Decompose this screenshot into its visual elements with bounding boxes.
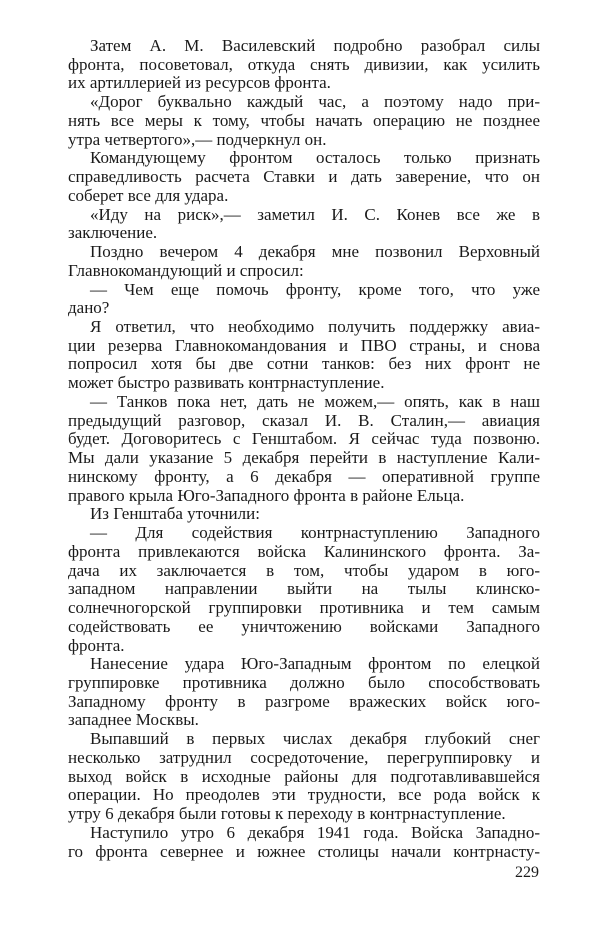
text-line: Нанесение удара Юго-Западным фронтом по елецкой [90,654,540,674]
text-line: — Для содействия контрнаступлению Западного [90,523,540,543]
text-line: Затем А. М. Василевский подробно разобрал силы [90,36,540,55]
text-line: дача их заключается в том, чтобы ударом в юго- [68,560,540,580]
text-line: утра четвертого»,— подчеркнул он. [68,129,327,149]
text-line: дано? [68,298,110,318]
text-line: солнечногорской группировки противника и тем самым [68,598,540,618]
text-line: Из Генштаба уточнили: [90,504,260,524]
text-line: Выпавший в первых числах декабря глубокий снег [90,729,540,749]
text-line: заключение. [68,223,158,243]
text-line: фронта. [68,635,125,655]
paragraph [68,824,540,861]
paragraph [68,655,540,730]
text-line: утру 6 декабря были готовы к переходу в контрнаступление. [68,804,506,824]
paragraph [68,37,540,93]
text-line: будет. Договоритесь с Генштабом. Я сейчас туда позвоню. [68,429,540,449]
text-line: Командующему фронтом осталось только признать [90,148,540,168]
paragraph [68,730,540,824]
text-line: — Танков пока нет, дать не можем,— опять, как в наш [90,391,540,411]
text-line: группировке противника должно было способствовать [68,672,540,692]
page-number: 229 [515,864,539,881]
text-line: фронта, посоветовал, откуда снять дивизии, как усилить [68,54,540,74]
text-line: Мы дали указание 5 декабря перейти в наступление Кали- [68,448,540,468]
paragraph [68,393,540,505]
paragraph [68,524,540,655]
text-line: содействовать ее уничтожению войсками Западного [68,616,540,636]
paragraph [68,149,540,205]
text-line: фронта привлекаются войска Калининского фронта. За- [68,541,540,561]
text-line: нять все меры к тому, чтобы начать операцию не позднее [68,110,540,130]
text-line: ции резерва Главнокомандования и ПВО страны, и снова [68,335,540,355]
paragraph [68,505,540,524]
text-line: предыдущий разговор, сказал И. В. Сталин,— авиация [68,410,540,430]
paragraph [68,243,540,280]
text-line: «Дорог буквально каждый час, а поэтому надо при- [90,92,540,112]
text-line: го фронта севернее и южнее столицы начали контрнасту- [68,841,540,861]
text-line: попросил хотя бы две сотни танков: без них фронт не [68,354,540,374]
paragraph [68,281,540,318]
text-line: — Чем еще помочь фронту, кроме того, что уже [90,279,540,299]
text-line: выход войск в исходные районы для подготавливавшейся [68,766,540,786]
text-line: западнее Москвы. [68,710,199,730]
paragraph [68,318,540,393]
text-line: Поздно вечером 4 декабря мне позвонил Верховный [90,242,540,262]
text-line: может быстро развивать контрнаступление. [68,373,385,393]
text-line: Я ответил, что необходимо получить поддержку авиа- [90,317,540,337]
text-line: Западному фронту в разгроме вражеских войск юго- [68,691,540,711]
text-line: нинскому фронту, а 6 декабря — оперативной группе [68,466,540,486]
text-line: «Иду на риск»,— заметил И. С. Конев все же в [90,204,540,224]
paragraph [68,93,540,149]
paragraph [68,206,540,243]
text-line: соберет все для удара. [68,185,229,205]
text-line: Наступило утро 6 декабря 1941 года. Войска Западно- [90,822,540,842]
text-line: операции. Но преодолев эти трудности, все рода войск к [68,785,540,805]
text-line: правого крыла Юго-Западного фронта в районе Ельца. [68,485,465,505]
text-line: западном направлении выйти на тылы клинско- [68,579,540,599]
text-line: несколько затруднил сосредоточение, перегруппировку и [68,747,540,767]
text-line: Главнокомандующий и спросил: [68,260,304,280]
body-text [68,37,540,861]
text-line: справедливость расчета Ставки и дать заверение, что он [68,167,540,187]
text-line: их артиллерией из ресурсов фронта. [68,73,331,93]
